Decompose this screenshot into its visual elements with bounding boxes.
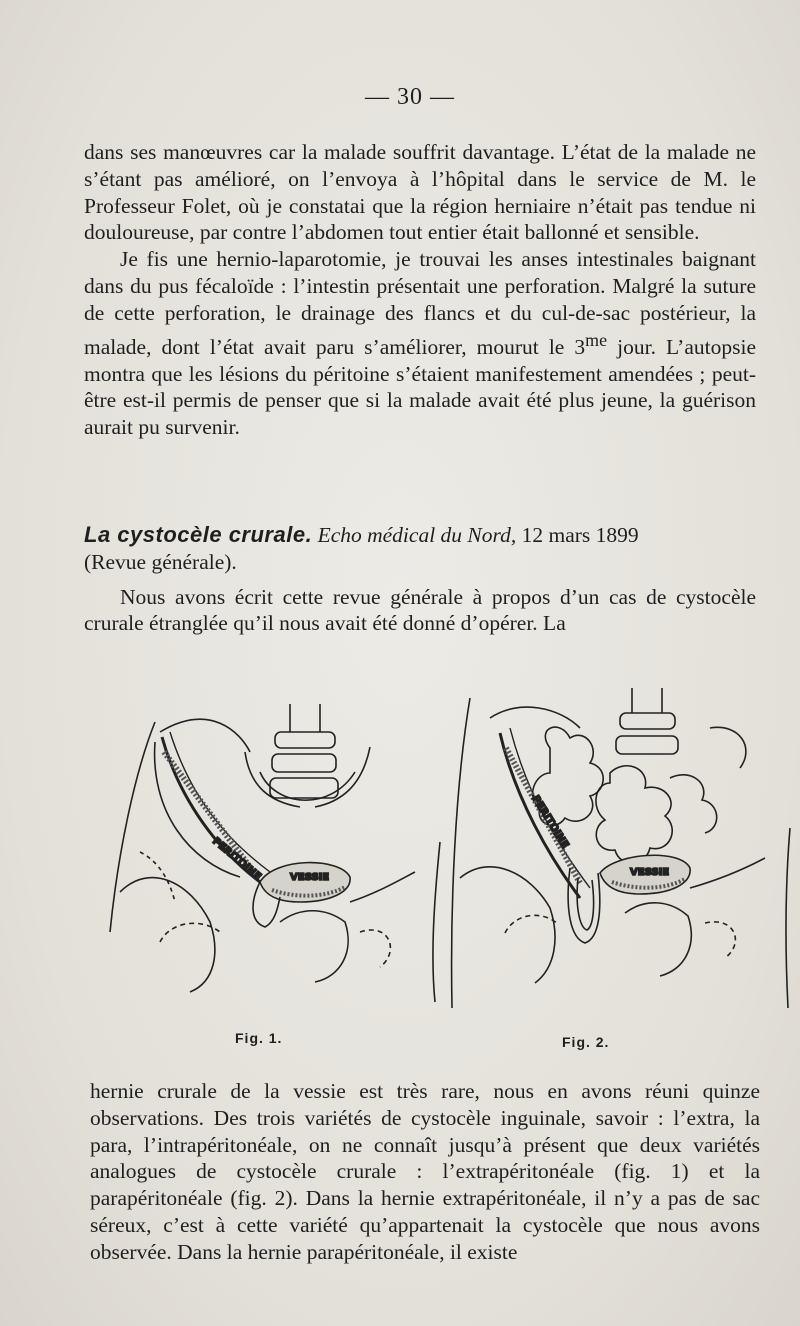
section-title: La cystocèle crurale. — [84, 522, 313, 547]
section-heading — [84, 522, 756, 549]
figure-label: PERITOINE — [529, 793, 571, 851]
page-number: — 30 — — [365, 84, 455, 110]
figure-1-illustration — [100, 692, 450, 1012]
paragraph-text: jour. L’autopsie montra que les lésions du péritoine s’étaient manifestement amendées ; peut-être est-il permis de penser que si la malade avait été plus jeune, la guérison aurait pu survenir. — [84, 334, 756, 440]
figure-label: VESSIE — [630, 867, 670, 878]
figure-label: VESSIE — [290, 872, 330, 883]
paragraph: Nous avons écrit cette revue générale à propos d’un cas de cystocèle crurale étranglée qu’il nous avait été donné d’opérer. La — [84, 584, 756, 636]
figure-2-caption: Fig. 2. — [562, 1034, 610, 1050]
paragraph — [84, 246, 756, 441]
superscript: me — [585, 329, 608, 350]
section-source: Echo médical du Nord, — [317, 523, 517, 547]
text-block-top — [84, 139, 756, 441]
text-block-bottom — [90, 1078, 760, 1266]
paragraph-text: Je fis une hernio-laparotomie, je trouvai les anses intestinales baignant dans du pus fécaloïde : l’intestin présentait une perforation. Malgré la suture de cette perforation, le drainage des flancs et du cul-de-sac postérieur, la malade, dont l’état avait paru s’améliorer, mourut le 3 — [84, 247, 756, 359]
figure-label: PERITOINE — [210, 835, 263, 883]
paragraph: hernie crurale de la vessie est très rare, nous en avons réuni quinze observations. Des trois variétés de cystocèle inguinale, savoir : l’extra, la para, l’intrapéritonéale, on ne connaît jusqu’à présent que deux variétés analogues de cystocèle crurale : l’extrapéritonéale (fig. 1) et la parapéritonéale (fig. 2). Dans la hernie extrapéritonéale, il n’y a pas de sac séreux, c’est à cette variété qu’appartenait la cystocèle que nous avons observée. Dans la hernie parapéritonéale, il existe — [90, 1079, 760, 1264]
section — [84, 522, 756, 637]
figure-2-illustration — [440, 688, 795, 1018]
figure-1-caption: Fig. 1. — [235, 1030, 283, 1046]
section-type: (Revue générale). — [84, 549, 237, 574]
section-date: 12 mars 1899 — [516, 523, 639, 547]
paragraph: dans ses manœuvres car la malade souffrit davantage. L’état de la malade ne s’étant pas amélioré, on l’envoya à l’hôpital dans le service de M. le Professeur Folet, où je constatai que la région herniaire n’était pas tendue ni douloureuse, par contre l’abdomen tout entier était ballonné et sensible. — [84, 140, 756, 245]
